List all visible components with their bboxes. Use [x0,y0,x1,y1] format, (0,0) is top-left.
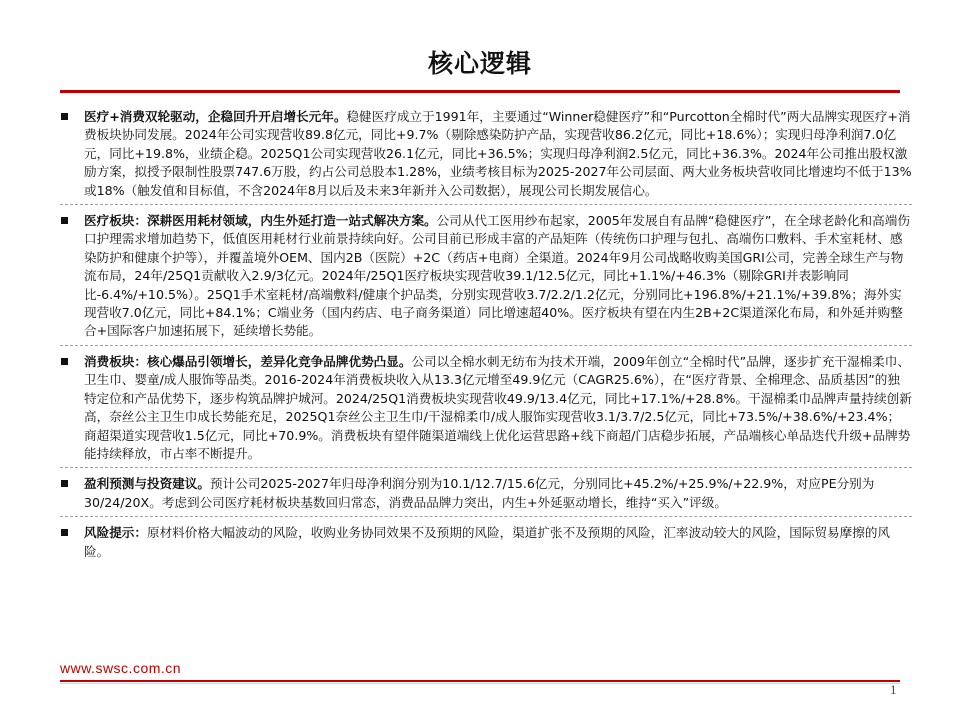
section-lead: 消费板块：核心爆品引领增长，差异化竞争品牌优势凸显。 [84,353,412,369]
title-underline [60,90,900,93]
bullet-square-icon [61,217,68,224]
section-body: 稳健医疗成立于1991年，主要通过“Winner稳健医疗”和“Purcotton全棉时代”两大品牌实现医疗+消费板块协同发展。2024年公司实现营收89.8亿元，同比+9.7%（剔除感染防护产品，实现营收86.2亿元，同比+18.6%）；实现归母净利润7.0亿元，同比+19.8%，业绩企稳。2025Q1公司实现营收26.1亿元，同比+36.5%；实现归母净利润2.5亿元，同比+36.3%。2024年公司推出股权激励方案，拟授予限制性股票747.6万股，约占公司总股本1.28%，业绩考核目标为2025-2027年公司层面、两大业务板块营收同比增速均不低于13%或18%（触发值和目标值，不含2024年8月以后及未来3年新并入公司数据），展现公司长期发展信心。 [84,109,912,198]
bullet-square-icon [61,529,68,536]
page-title: 核心逻辑 [427,49,532,78]
section-risk [60,524,912,561]
footer-rule-shadow [60,683,900,684]
page-number: 1 [890,682,897,697]
section-divider [60,345,912,347]
footer-rule [60,680,900,682]
section-lead: 医疗+消费双轮驱动，企稳回升开启增长元年。 [84,109,347,124]
section-lead: 盈利预测与投资建议。 [84,476,210,492]
bullet-square-icon [61,113,68,120]
section-growth [60,108,912,200]
section-body: 公司以全棉水刺无纺布为技术开端，2009年创立“全棉时代”品牌，逐步扩充干湿棉柔巾、卫生巾、婴童/成人服饰等品类。2016-2024年消费板块收入从13.3亿元增至49.9亿元（CAGR25.6%），在“医疗背景、全棉理念、品质基因”的独特定位和产品优势下，逐步构筑品牌护城河。2024/25Q1消费板块实现营收49.9/13.4亿元，同比+17.1%/+28.8%。干湿棉柔巾品牌声量持续创新高，奈丝公主卫生巾成长势能充足，2025Q1奈丝公主卫生巾/干湿棉柔巾/成人服饰实现营收3.1/3.7/2.5亿元，同比+73.5%/+38.6%/+23.4%；商超渠道实现营收1.5亿元，同比+70.9%。消费板块有望伴随渠道端线上优化运营思路+线下商超/门店稳步拓展，产品端核心单品迭代升级+品牌势能持续释放，市占率不断提升。 [84,353,912,461]
section-body: 预计公司2025-2027年归母净利润分别为10.1/12.7/15.6亿元，分别同比+45.2%/+25.9%/+22.9%，对应PE分别为30/24/20X。考虑到公司医疗耗材板块基数回归常态，消费品品牌力突出，内生+外延驱动增长，维持“买入”评级。 [84,476,875,510]
section-lead: 风险提示： [84,525,147,541]
bullet-square-icon [61,480,68,487]
section-lead: 医疗板块：深耕医用耗材领域，内生外延打造一站式解决方案。 [84,213,437,229]
section-body: 公司从代工医用纱布起家，2005年发展自有品牌“稳健医疗”，在全球老龄化和高端伤口护理需求增加趋势下，低值医用耗材行业前景持续向好。公司目前已形成丰富的产品矩阵（传统伤口护理与包扎、高端伤口敷料、手术室耗材、感染防护和健康个护等），并覆盖境外OEM、国内2B（医院）+2C（药店+电商）全渠道。2024年9月公司战略收购美国GRI公司，完善全球生产与物流布局，24年/25Q1贡献收入2.9/3亿元。2024年/25Q1医疗板块实现营收39.1/12.5亿元，同比+1.1%/+46.3%（剔除GRI并表影响同比-6.4%/+10.5%）。25Q1手术室耗材/高端敷料/健康个护品类，分别实现营收3.7/2.2/1.2亿元，分别同比+196.8%/+21.1%/+39.8%；海外实现营收7.0亿元，同比+84.1%；C端业务（国内药店、电子商务渠道）同比增速超40%。医疗板块有望在内生2B+2C渠道深化布局，和外延并购整合+国际客户加速拓展下，延续增长势能。 [84,213,910,339]
section-divider [60,204,912,206]
section-medical [60,212,912,341]
section-divider [60,516,912,518]
section-consumer [60,353,912,463]
section-divider [60,467,912,469]
bullet-square-icon [61,358,68,365]
section-body: 原材料价格大幅波动的风险，收购业务协同效果不及预期的风险，渠道扩张不及预期的风险，汇率波动较大的风险，国际贸易摩擦的风险。 [84,525,890,559]
content-area [60,108,912,561]
footer-url[interactable]: www.swsc.com.cn [60,660,182,676]
section-forecast [60,475,912,512]
